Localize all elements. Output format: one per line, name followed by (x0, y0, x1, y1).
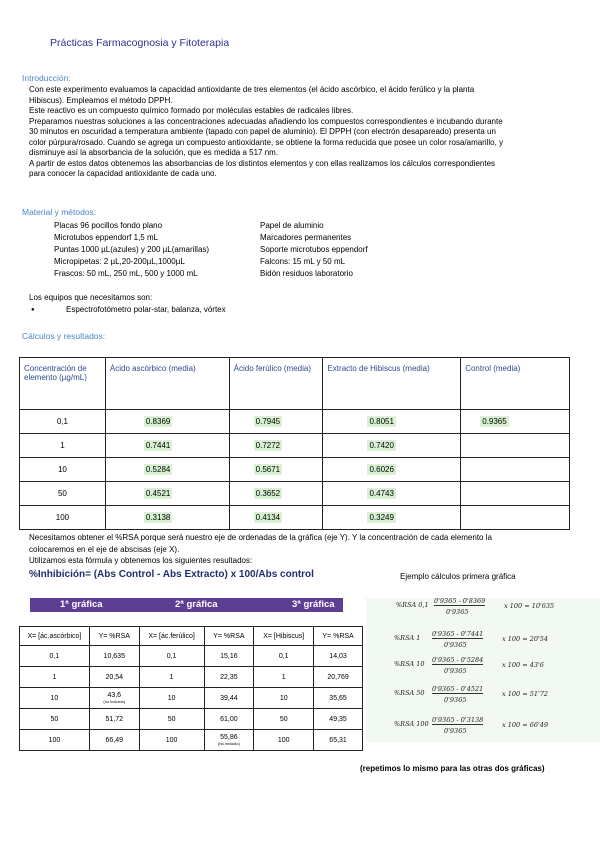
calc-denominator: 0'9365 (446, 608, 469, 616)
intro-line: disminuye así la absorbancia de la solución, que es medida a 517 nm. (29, 148, 279, 157)
value-cell: 0.4521 (145, 489, 171, 498)
calc-numerator: 0'9365 - 0'5284 (432, 656, 484, 664)
rsa-cell: 100 (139, 730, 204, 751)
value-cell: 0.3652 (255, 489, 281, 498)
calc-result: x 100 = 66'49 (502, 721, 549, 729)
calc-label: %RSA 50 (394, 689, 425, 697)
intro-line: Preparamos nuestras soluciones a las concentraciones adecuadas añadiendo los compuestos correspondientes e incubando durante (29, 116, 503, 126)
material-item: Microtubos eppendorf 1,5 mL (54, 233, 159, 242)
material-item: Micropipetas: 2 µL,20-200µL,1000µL (54, 257, 185, 266)
value-cell: 0.7441 (145, 441, 171, 450)
rsa-cell: 0,1 (20, 646, 90, 667)
calc-numerator: 0'9365 - 0'7441 (432, 630, 484, 638)
calc-line (394, 716, 549, 735)
rsa-header: Y= %RSA (89, 627, 139, 646)
conc-cell: 50 (20, 482, 106, 506)
material-item: Puntas 1000 µL(azules) y 200 µL(amarillas) (54, 245, 210, 254)
materials-list-left (54, 220, 209, 280)
header-hibiscus: Extracto de Hibiscus (media) (323, 358, 461, 410)
rsa-row (20, 667, 363, 688)
materials-list-right (260, 220, 368, 280)
rsa-cell: 35,65 (314, 688, 363, 709)
calc-denominator: 0'9365 (444, 667, 467, 675)
intro-line: color púrpura/rosado. Cuando se agrega un compuesto antioxidante, se obtiene la forma reducida que posee un color rosa/amarillo, y (29, 137, 504, 147)
header-concentration: Concentración de elemento (µg/mL) (20, 358, 106, 410)
rsa-cell: 10 (20, 688, 90, 709)
rsa-cell: 20,54 (89, 667, 139, 688)
rsa-cell: 100 (20, 730, 90, 751)
value-cell: 0.3138 (145, 513, 171, 522)
rsa-header: Y= %RSA (314, 627, 363, 646)
table-row (20, 506, 570, 530)
intro-line: 30 minutos en oscuridad a temperatura ambiente (tapado con papel de aluminio). El DPPH (con electrón desapareado) presenta un (29, 127, 496, 136)
intro-line: Este reactivo es un compuesto químico formado por moléculas estables de radicales libres. (29, 106, 354, 115)
calc-denominator: 0'9365 (444, 641, 467, 649)
rsa-cell: 49,35 (314, 709, 363, 730)
table-row (20, 434, 570, 458)
rsa-row (20, 688, 363, 709)
calc-denominator: 0'9365 (444, 696, 467, 704)
intro-paragraph (29, 85, 503, 180)
intro-line: Con este experimento evaluamos la capacidad antioxidante de tres elementos (el ácido ascórbico, el ácido ferúlico y la planta (29, 85, 475, 94)
header-control: Control (media) (461, 358, 570, 410)
value-cell: 0.7945 (255, 417, 281, 426)
value-cell: 0.7272 (255, 441, 281, 450)
explanation-line: colocaremos en el eje de abscisas (eje X). (29, 544, 180, 554)
value-cell: 0.9365 (482, 417, 507, 426)
rsa-cell (89, 688, 139, 709)
header-ascorbic: Ácido ascórbico (media) (105, 358, 229, 410)
page-title: Prácticas Farmacognosia y Fitoterapia (50, 37, 230, 49)
rsa-row (20, 730, 363, 751)
intro-line: A partir de estos datos obtenemos las absorbancias de los distintos elementos y con ellas realizamos los cálculos correspondientes (29, 158, 496, 168)
explanation-line: Utilizamos esta fórmula y obtenemos los siguientes resultados: (29, 556, 253, 565)
value-cell: 0.5671 (255, 465, 281, 474)
graph-1-title: 1ª gráfica (60, 599, 103, 610)
explanation-paragraph (29, 532, 492, 567)
conc-cell: 10 (20, 458, 106, 482)
results-heading: Cálculos y resultados: (22, 331, 106, 341)
value-cell (461, 482, 570, 506)
rsa-cell: 39,44 (204, 688, 254, 709)
equipment-label: Los equipos que necesitamos son: (29, 293, 153, 302)
value-cell (461, 506, 570, 530)
rsa-cell: 50 (139, 709, 204, 730)
rsa-cell: 10,635 (89, 646, 139, 667)
rsa-note: (no incluido) (218, 741, 240, 746)
rsa-cell: 1 (254, 667, 314, 688)
calc-label: %RSA 100 (394, 720, 429, 728)
handwritten-calculations (366, 598, 600, 742)
explanation-line: Necesitamos obtener el %RSA porque será nuestro eje de ordenadas de la gráfica (eje Y). Y la concentración de cada elemento la (29, 533, 492, 542)
rsa-value: 43,6 (107, 692, 122, 699)
value-cell (461, 458, 570, 482)
rsa-table (19, 626, 363, 751)
rsa-header: Y= %RSA (204, 627, 254, 646)
material-item: Papel de aluminio (260, 221, 324, 230)
absorbance-table (19, 357, 570, 530)
example-label: Ejemplo cálculos primera gráfica (400, 572, 516, 581)
calc-label: %RSA 10 (394, 660, 425, 668)
calc-label: %RSA 1 (394, 634, 421, 642)
calc-result: x 100 = 20'54 (502, 635, 549, 643)
rsa-header: X= [Hibiscus] (254, 627, 314, 646)
rsa-cell: 50 (20, 709, 90, 730)
graph-title-bar (30, 598, 343, 612)
header-ferulic: Ácido ferúlico (media) (229, 358, 323, 410)
material-item: Falcons: 15 mL y 50 mL (260, 257, 346, 266)
table-row (20, 482, 570, 506)
rsa-cell: 100 (254, 730, 314, 751)
rsa-row (20, 709, 363, 730)
rsa-cell: 1 (20, 667, 90, 688)
rsa-cell: 66,49 (89, 730, 139, 751)
calc-line (394, 656, 544, 675)
intro-heading: Introducción: (22, 73, 71, 83)
rsa-cell: 15,16 (204, 646, 254, 667)
intro-line: para conocer la capacidad antioxidante de cada uno. (29, 169, 217, 178)
rsa-row (20, 646, 363, 667)
rsa-note: (no incluido) (103, 699, 126, 704)
rsa-cell: 22,35 (204, 667, 254, 688)
conc-cell: 100 (20, 506, 106, 530)
table-row (20, 410, 570, 434)
rsa-cell: 14,03 (314, 646, 363, 667)
footer-note: (repetimos lo mismo para las otras dos gráficas) (360, 764, 545, 773)
value-cell: 0.4134 (255, 513, 281, 522)
value-cell: 0.4743 (369, 489, 394, 498)
calc-numerator: 0'9365 - 0'4521 (432, 685, 484, 693)
rsa-cell: 51,72 (89, 709, 139, 730)
equipment-item: Espectrofotómetro polar-star, balanza, vórtex (66, 305, 226, 314)
rsa-header: X= [ác.ferúlico] (139, 627, 204, 646)
calc-result: x 100 = 51'72 (502, 690, 549, 698)
rsa-value: 55,86 (220, 734, 238, 741)
graph-2-title: 2ª gráfica (175, 599, 218, 610)
rsa-cell: 0,1 (139, 646, 204, 667)
material-item: Soporte microtubos eppendorf (260, 245, 368, 254)
calc-line (396, 597, 555, 616)
material-item: Frascos: 50 mL, 250 mL, 500 y 1000 mL (54, 269, 198, 278)
conc-cell: 1 (20, 434, 106, 458)
rsa-cell: 61,00 (204, 709, 254, 730)
material-item: Bidón residuos laboratorio (260, 269, 353, 278)
calc-result: x 100 = 10'635 (504, 602, 555, 610)
value-cell: 0.6026 (369, 465, 394, 474)
material-item: Placas 96 pocillos fondo plano (54, 221, 163, 230)
value-cell: 0.3249 (369, 513, 394, 522)
rsa-cell: 0,1 (254, 646, 314, 667)
rsa-cell: 65,31 (314, 730, 363, 751)
rsa-header: X= [ác.ascórbico] (20, 627, 90, 646)
value-cell (461, 434, 570, 458)
value-cell: 0.8051 (369, 417, 394, 426)
rsa-cell: 1 (139, 667, 204, 688)
table-header-row (20, 358, 570, 410)
conc-cell: 0,1 (20, 410, 106, 434)
calc-numerator: 0'9365 - 0'3138 (432, 716, 484, 724)
rsa-cell: 10 (139, 688, 204, 709)
intro-line: Hibiscus). Empleamos el método DPPH. (29, 95, 173, 105)
rsa-cell: 20,769 (314, 667, 363, 688)
calc-result: x 100 = 43'6 (502, 661, 544, 669)
rsa-cell: 10 (254, 688, 314, 709)
rsa-cell: 50 (254, 709, 314, 730)
graph-3-title: 3ª gráfica (292, 599, 335, 610)
value-cell: 0.5284 (145, 465, 171, 474)
rsa-header-row (20, 627, 363, 646)
bullet-icon: ● (31, 307, 35, 313)
materials-heading: Material y métodos: (22, 207, 97, 217)
calc-line (394, 685, 549, 704)
material-item: Marcadores permanentes (260, 233, 352, 242)
table-row (20, 458, 570, 482)
value-cell: 0.7420 (369, 441, 394, 450)
calc-denominator: 0'9365 (444, 727, 467, 735)
calc-line (394, 630, 549, 649)
rsa-cell (204, 730, 254, 751)
calc-label: %RSA 0,1 (396, 601, 429, 609)
inhibition-formula: %Inhibición= (Abs Control - Abs Extracto) x 100/Abs control (29, 569, 314, 580)
calc-numerator: 0'9365 - 0'8369 (434, 597, 486, 605)
value-cell: 0.8369 (145, 417, 171, 426)
